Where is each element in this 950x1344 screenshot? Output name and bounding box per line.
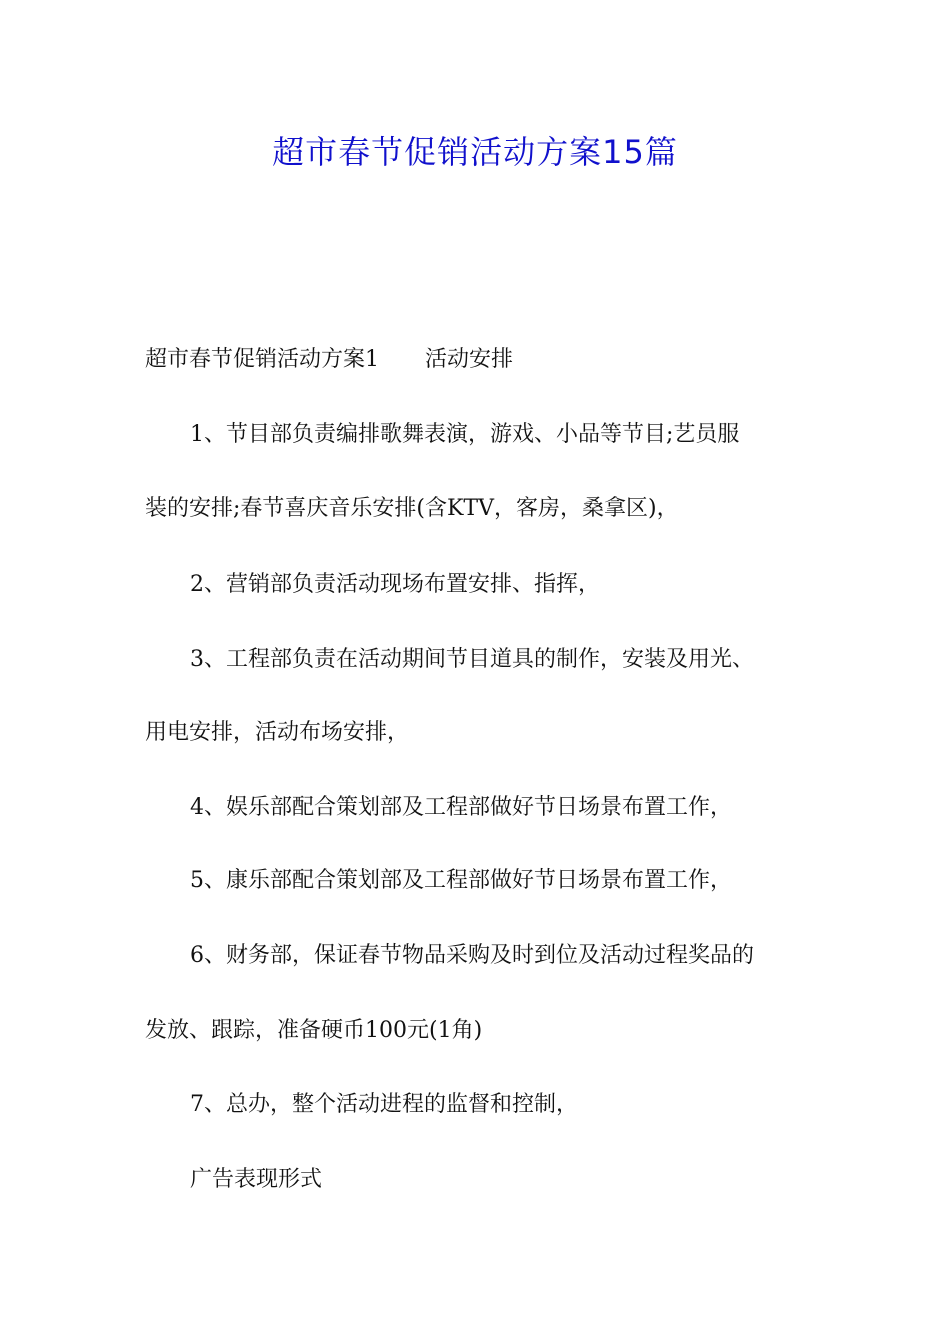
item-1-line-2: 装的安排;春节喜庆音乐安排(含KTV，客房，桑拿区)， bbox=[145, 496, 679, 521]
item-3-line-2: 用电安排，活动布场安排， bbox=[145, 720, 410, 745]
section-subheading: 活动安排 bbox=[425, 347, 514, 372]
section-heading-line bbox=[145, 345, 815, 375]
page-title: 超市春节促销活动方案15篇 bbox=[272, 133, 678, 171]
item-7-line-1: 7、总办，整个活动进程的监督和控制， bbox=[190, 1092, 578, 1117]
item-6-line-2: 发放、跟踪，准备硬币100元(1角) bbox=[145, 1018, 483, 1043]
item-4-line-1: 4、娱乐部配合策划部及工程部做好节日场景布置工作， bbox=[190, 795, 732, 820]
section-heading: 超市春节促销活动方案1 bbox=[145, 347, 379, 372]
item-1-line-1: 1、节目部负责编排歌舞表演，游戏、小品等节目;艺员服 bbox=[190, 422, 740, 447]
item-5-line-1: 5、康乐部配合策划部及工程部做好节日场景布置工作， bbox=[190, 868, 732, 893]
item-6-line-1: 6、财务部，保证春节物品采购及时到位及活动过程奖品的 bbox=[190, 943, 754, 968]
item-3-line-1: 3、工程部负责在活动期间节目道具的制作，安装及用光、 bbox=[190, 647, 754, 672]
ad-heading: 广告表现形式 bbox=[190, 1167, 323, 1192]
item-2-line-1: 2、营销部负责活动现场布置安排、指挥， bbox=[190, 572, 600, 597]
